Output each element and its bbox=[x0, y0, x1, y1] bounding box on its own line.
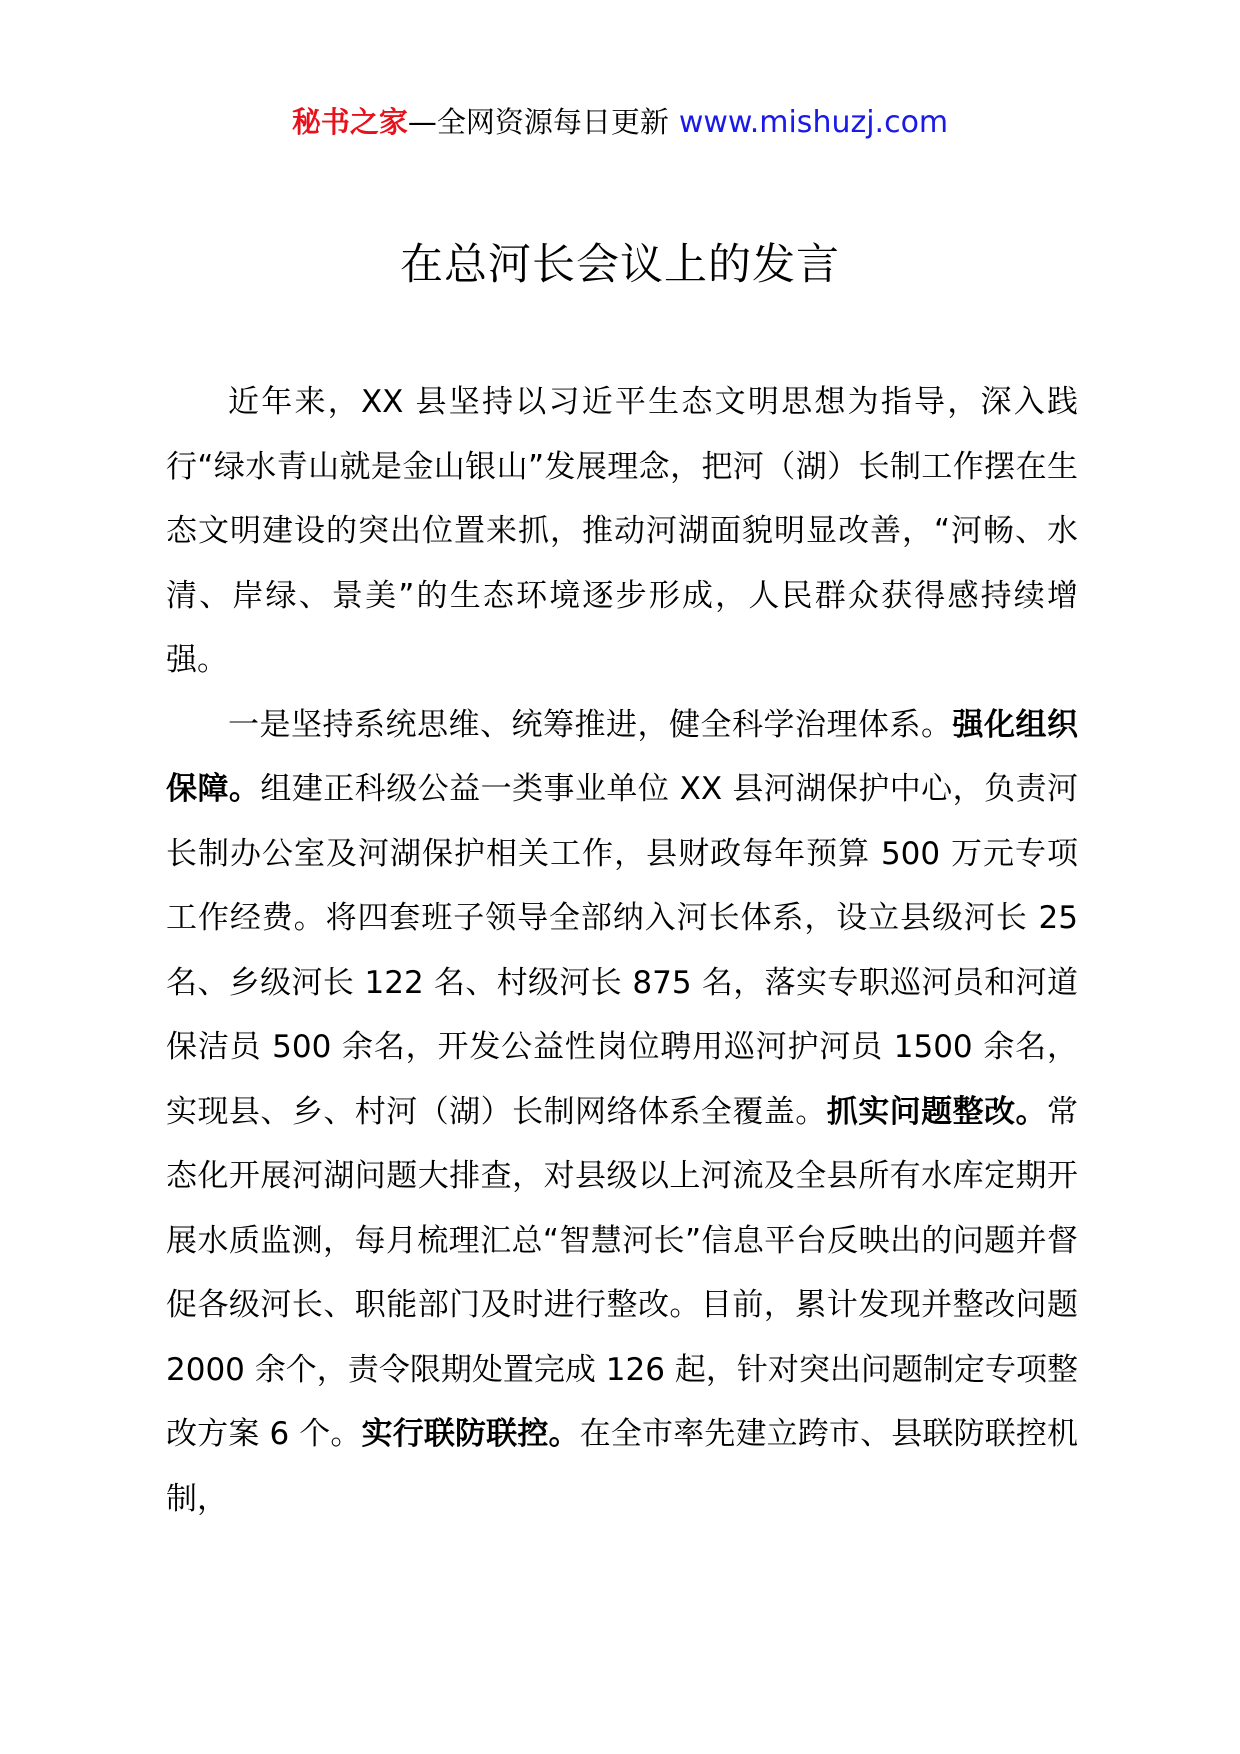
document-body bbox=[166, 370, 1078, 1531]
subheading-rectification: 抓实问题整改。 bbox=[826, 1093, 1047, 1130]
document-title: 在总河长会议上的发言 bbox=[400, 240, 840, 290]
paragraph-section-one bbox=[166, 693, 1078, 1532]
section-text-organization: 组建正科级公益一类事业单位 XX 县河湖保护中心，负责河长制办公室及河湖保护相关工作，县财政每年预算 500 万元专项工作经费。将四套班子领导全部纳入河长体系，设立县级河长 25 名、乡级河长 122 名、村级河长 875 名，落实专职巡河员和河道保洁员 500 余名，开发公益性岗位聘用巡河护河员 1500 余名，实现县、乡、村河（湖）长制网络体系全覆盖。 bbox=[166, 771, 1078, 1130]
section-text-rectification: 常态化开展河湖问题大排查，对县级以上河流及全县所有水库定期开展水质监测，每月梳理汇总“智慧河长”信息平台反映出的问题并督促各级河长、职能部门及时进行整改。目前，累计发现并整改问题 2000 余个，责令限期处置完成 126 起，针对突出问题制定专项整改方案 6 个。 bbox=[166, 1093, 1078, 1452]
header-slogan: —全网资源每日更新 bbox=[407, 105, 669, 139]
subheading-joint-control: 实行联防联控。 bbox=[361, 1416, 580, 1452]
subheading-organization: 强化组织保障。 bbox=[166, 706, 1078, 807]
section-lead: 一是坚持系统思维、统筹推进，健全科学治理体系。 bbox=[228, 706, 953, 743]
site-url-link[interactable]: www.mishuzj.com bbox=[678, 105, 949, 140]
paragraph-intro: 近年来，XX 县坚持以习近平生态文明思想为指导，深入践行“绿水青山就是金山银山”发展理念，把河（湖）长制工作摆在生态文明建设的突出位置来抓，推动河湖面貌明显改善，“河畅、水清、岸绿、景美”的生态环境逐步形成，人民群众获得感持续增强。 bbox=[166, 384, 1078, 678]
brand-name: 秘书之家 bbox=[291, 105, 408, 139]
section-text-joint-control: 在全市率先建立跨市、县联防联控机制， bbox=[166, 1416, 1079, 1517]
site-header bbox=[0, 102, 1240, 143]
